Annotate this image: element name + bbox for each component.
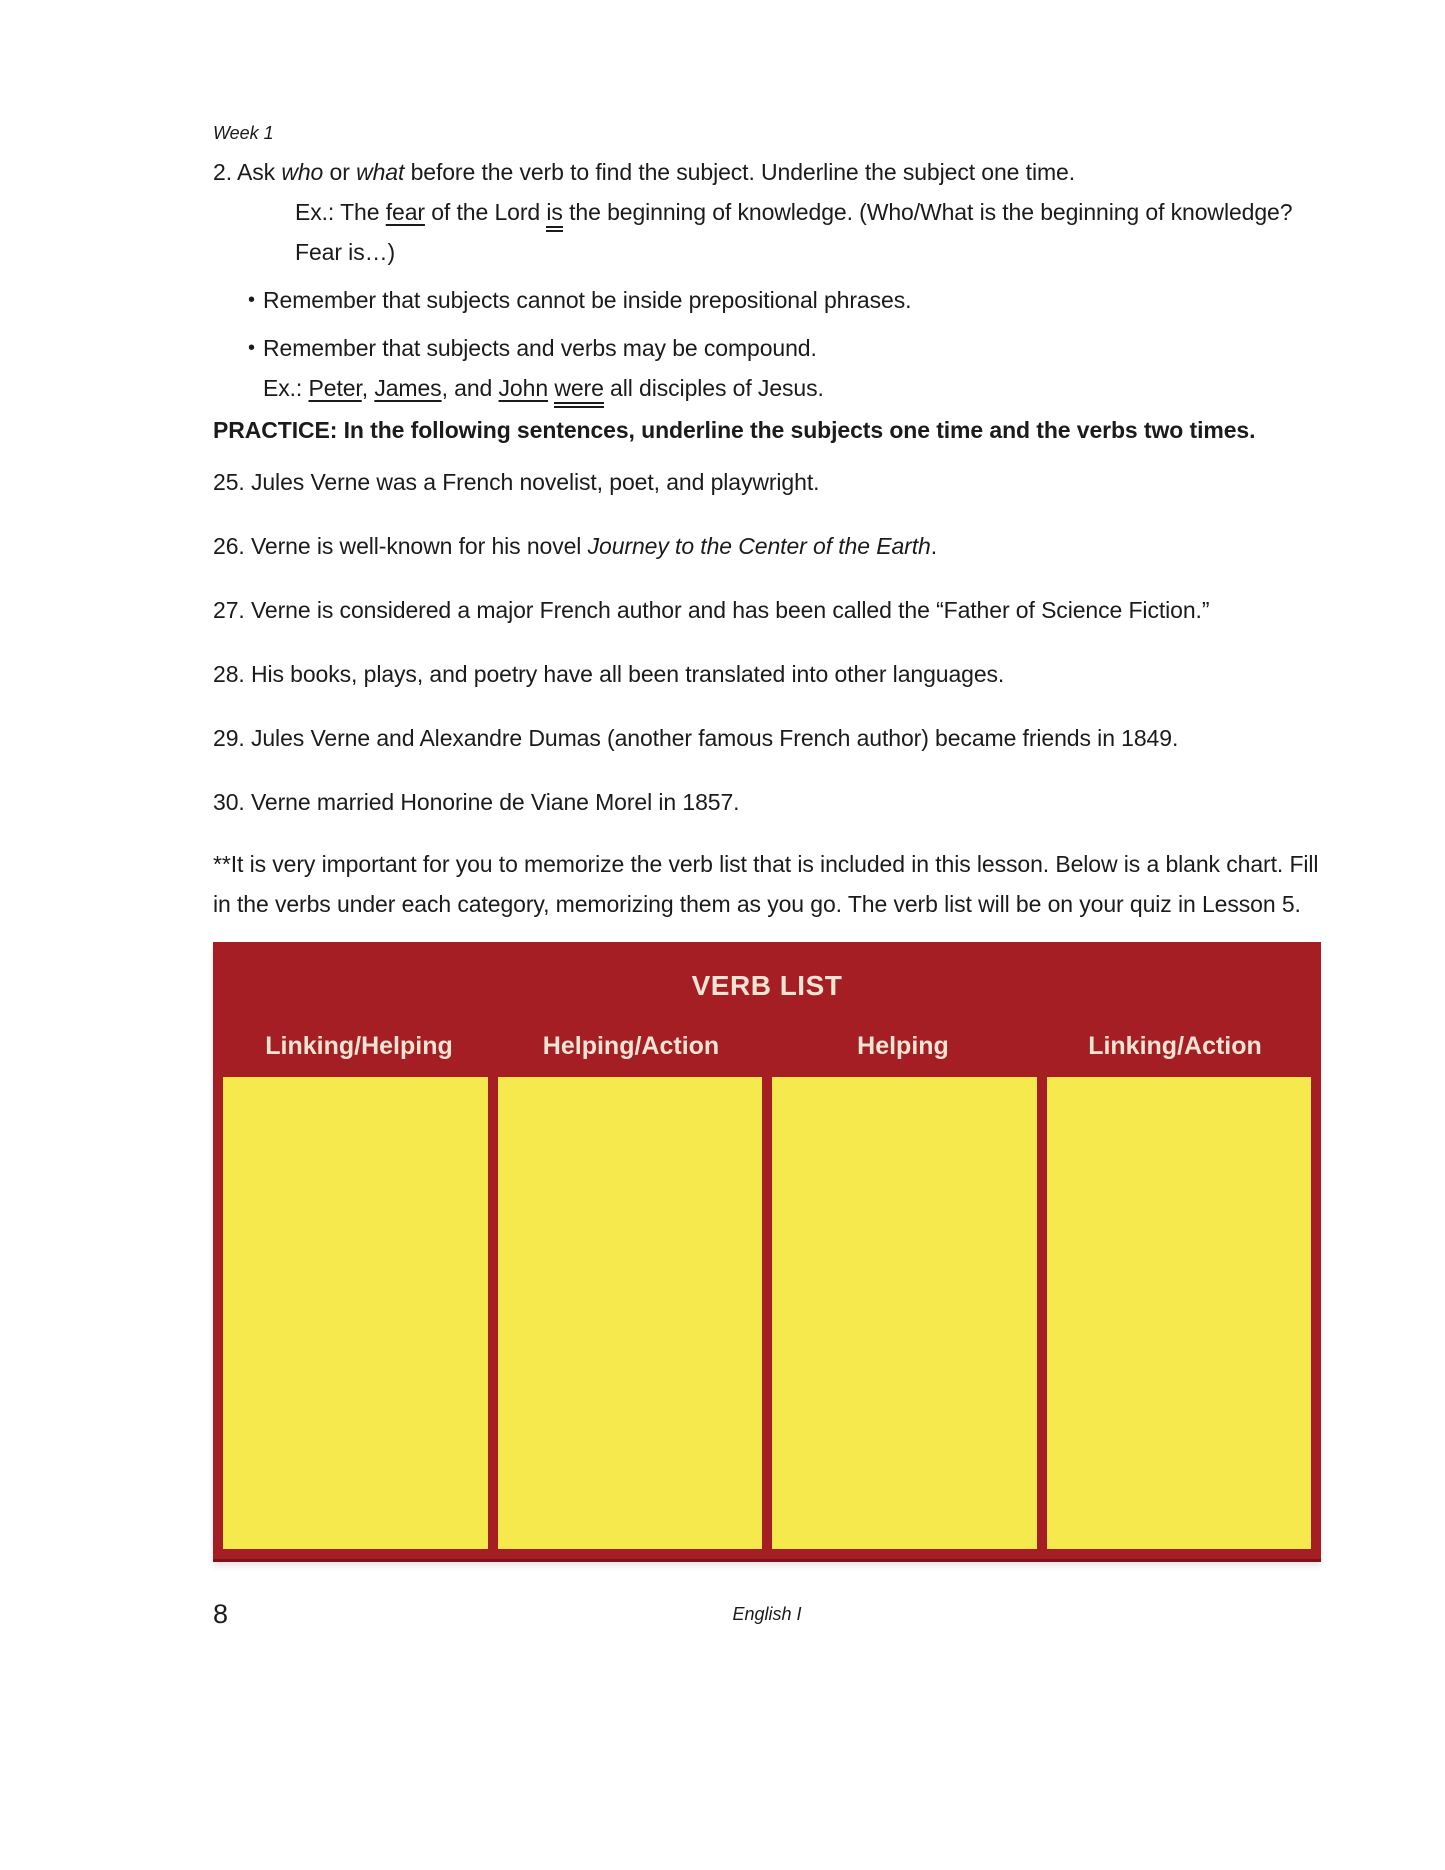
ex1-seg-2: of the Lord [424,199,547,225]
sentence-25: 25. Jules Verne was a French novelist, poet, and playwright. [213,469,820,495]
item2-seg-4: before the verb to find the subject. Underline the subject one time. [404,159,1076,185]
bullet-item-prepositional [248,280,1321,320]
sentence-27: 27. Verne is considered a major French author and has been called the “Father of Science Fiction.” [213,597,1210,623]
ex2-double-underlined-were: were [554,374,603,408]
blank-cell-helping-action [498,1077,763,1549]
ex2-seg-4: , and [441,375,499,401]
ex2-underlined-peter: Peter [308,375,362,401]
ex2-seg-8: all disciples of Jesus. [603,375,824,401]
sentence-29: 29. Jules Verne and Alexandre Dumas (another famous French author) became friends in 1849. [213,725,1179,751]
sentence-30: 30. Verne married Honorine de Viane Morel in 1857. [213,789,740,815]
item2-seg-what: what [356,159,405,185]
bullet-text-compound: Remember that subjects and verbs may be compound. [263,335,817,361]
verb-table-header-row [223,1002,1311,1077]
bullet-icon: • [248,289,255,311]
column-header-helping: Helping [857,1032,949,1060]
memorize-note: **It is very important for you to memorize the verb list that is included in this lesson. Below is a blank chart. Fill in the verbs under each category, memorizing them as you go. The verb list will be on your quiz in Lesson 5. [213,851,1319,917]
ex2-underlined-john: John [498,375,549,401]
blank-cell-helping [772,1077,1037,1549]
blank-cell-linking-action [1047,1077,1312,1549]
ex2-seg-0: Ex.: [263,375,309,401]
ex2-seg-2: , [361,375,375,401]
verb-list-table [213,942,1321,1559]
s26-seg-0: 26. Verne is well-known for his novel [213,533,588,559]
verb-table-body-row [223,1077,1311,1549]
page-footer [213,1599,1321,1639]
column-header-linking-helping: Linking/Helping [265,1032,453,1060]
s26-book-title: Journey to the Center of the Earth [587,533,931,559]
ex1-double-underlined-verb: is [546,198,562,232]
verb-table-title: VERB LIST [691,970,843,1001]
week-label: Week 1 [213,123,274,143]
example-sentence-fear [295,192,1321,272]
ex1-seg-0: Ex.: The [295,199,386,225]
ex1-seg-4: the beginning of knowledge. (Who/What is the beginning of knowledge? Fear is…) [295,199,1293,265]
bullet-text-prepositional: Remember that subjects cannot be inside prepositional phrases. [263,287,912,313]
column-header-helping-action: Helping/Action [542,1032,720,1060]
example-sentence-peter [263,368,1321,408]
doc-title: English I [732,1604,802,1624]
s26-seg-2: . [930,533,938,559]
item2-seg-2: or [323,159,357,185]
worksheet-item-2 [213,152,1321,192]
item2-seg-who: who [281,159,324,185]
page-content [213,122,1321,1639]
sentence-26 [213,526,1321,566]
page-number: 8 [213,1599,229,1629]
ex2-underlined-james: James [374,375,442,401]
bullet-icon: • [248,337,255,359]
item2-seg-0: 2. Ask [213,159,282,185]
sentence-28: 28. His books, plays, and poetry have all been translated into other languages. [213,661,1005,687]
ex1-underlined-subject: fear [385,199,425,225]
practice-instructions: PRACTICE: In the following sentences, underline the subjects one time and the verbs two times. [213,417,1256,443]
column-header-linking-action: Linking/Action [1088,1032,1262,1060]
blank-cell-linking-helping [223,1077,488,1549]
bullet-item-compound [248,328,1321,368]
